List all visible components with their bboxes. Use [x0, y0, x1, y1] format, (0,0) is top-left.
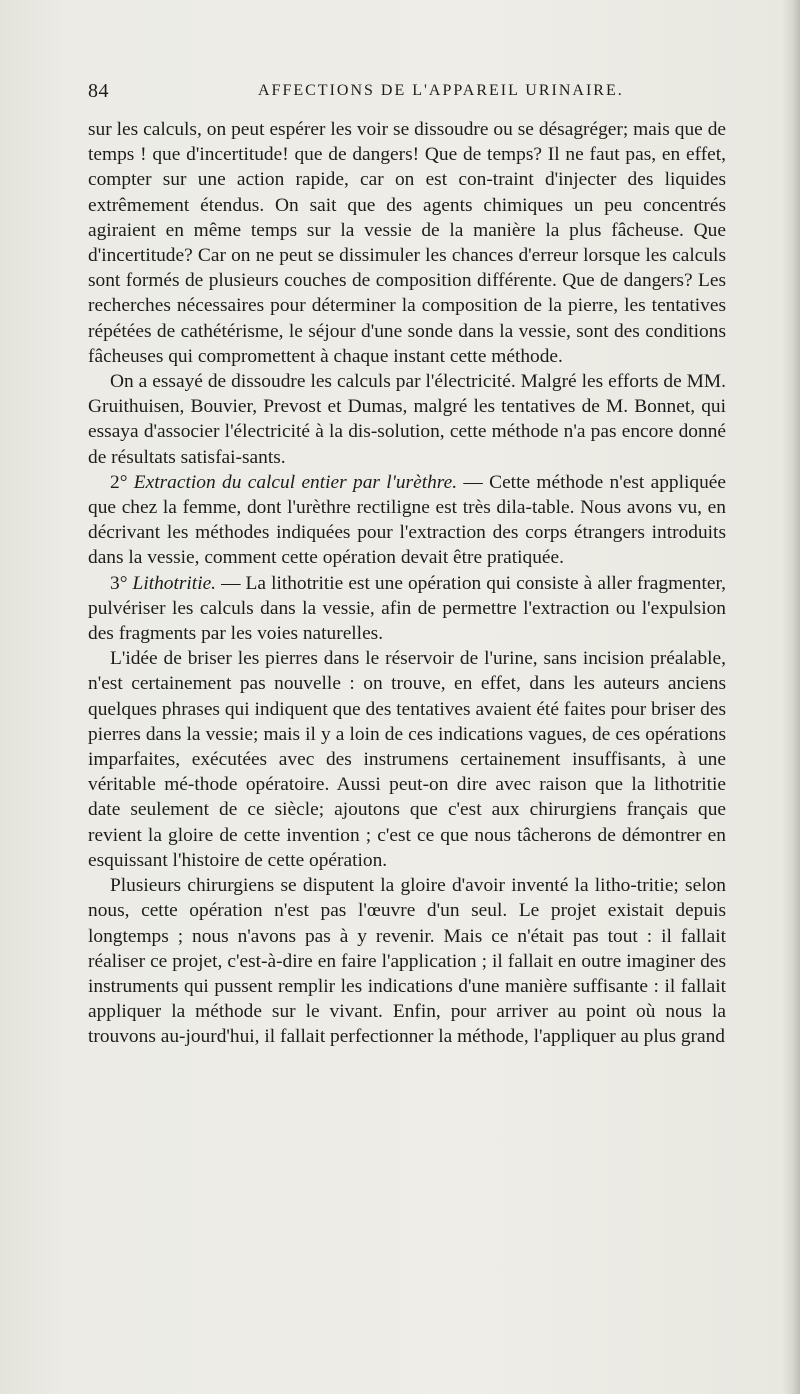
- paragraph-4-lithotritie: [88, 571, 726, 647]
- section-text: — Cette méthode n'est appliquée que chez la femme, dont l'urèthre rectiligne est très dila-table. Nous avons vu, en décrivant les méthodes indiquées pour l'extraction des corps étrangers introduits dans la vessie, comment cette opération devait être pratiquée.: [88, 471, 726, 569]
- section-text: — La lithotritie est une opération qui consiste à aller fragmenter, pulvériser les calculs dans la vessie, afin de permettre l'extraction ou l'expulsion des fragments par les voies naturelles.: [88, 572, 726, 645]
- page-header: [88, 80, 728, 106]
- running-head: AFFECTIONS DE L'APPAREIL URINAIRE.: [258, 82, 624, 99]
- paragraph-1: sur les calculs, on peut espérer les voir se dissoudre ou se désagréger; mais que de temps ! que d'incertitude! que de dangers! Que de temps? Il ne faut pas, en effet, compter sur une action rapide, car on est con-traint d'injecter des liquides extrêmement étendus. On sait que des agents chimiques un peu concentrés agiraient en même temps sur la vessie de la manière la plus fâcheuse. Que d'incertitude? Car on ne peut se dissimuler les chances d'erreur lorsque les calculs sont formés de plusieurs couches de composition différente. Que de dangers? Les recherches nécessaires pour déterminer la composition de la pierre, les tentatives répétées de cathétérisme, le séjour d'une sonde dans la vessie, sont des conditions fâcheuses qui compromettent à chaque instant cette méthode.: [88, 119, 726, 367]
- body-text: [88, 117, 726, 1050]
- section-title-lithotritie: Lithotritie.: [132, 572, 217, 594]
- paragraph-2: On a essayé de dissoudre les calculs par l'électricité. Malgré les efforts de MM. Gruithuisen, Bouvier, Prevost et Dumas, malgré les tentatives de M. Bonnet, qui essaya d'associer l'électricité à la dis-solution, cette méthode n'a pas encore donné de résultats satisfai-sants.: [88, 371, 726, 468]
- page-edge-shadow: [782, 0, 800, 1394]
- section-number: 3°: [110, 572, 133, 594]
- section-number: 2°: [110, 471, 134, 493]
- paragraph-6: Plusieurs chirurgiens se disputent la gloire d'avoir inventé la litho-tritie; selon nous, cette opération n'est pas l'œuvre d'un seul. Le projet existait depuis longtemps ; nous n'avons pas à y revenir. Mais ce n'était pas tout : il fallait réaliser ce projet, c'est-à-dire en faire l'application ; il fallait en outre imaginer des instruments qui pussent remplir les indications d'une manière suffisante : il fallait appliquer la méthode sur le vivant. Enfin, pour arriver au point où nous la trouvons au-jourd'hui, il fallait perfectionner la méthode, l'appliquer au plus grand: [88, 875, 726, 1048]
- paragraph-5: L'idée de briser les pierres dans le réservoir de l'urine, sans incision préalable, n'est certainement pas nouvelle : on trouve, en effet, dans les auteurs anciens quelques phrases qui indiquent que des tentatives avaient été faites pour briser des pierres dans la vessie; mais il y a loin de ces indications vagues, de ces opérations imparfaites, exécutées avec des instrumens certainement insuffisants, à une véritable mé-thode opératoire. Aussi peut-on dire avec raison que la lithotritie date seulement de ce siècle; ajoutons que c'est aux chirurgiens français que revient la gloire de cette invention ; c'est ce que nous tâcherons de démontrer en esquissant l'histoire de cette opération.: [88, 648, 726, 871]
- paragraph-3-extraction: [88, 470, 726, 571]
- section-title-extraction: Extraction du calcul entier par l'urèthre.: [133, 471, 458, 493]
- page-number: 84: [88, 80, 109, 102]
